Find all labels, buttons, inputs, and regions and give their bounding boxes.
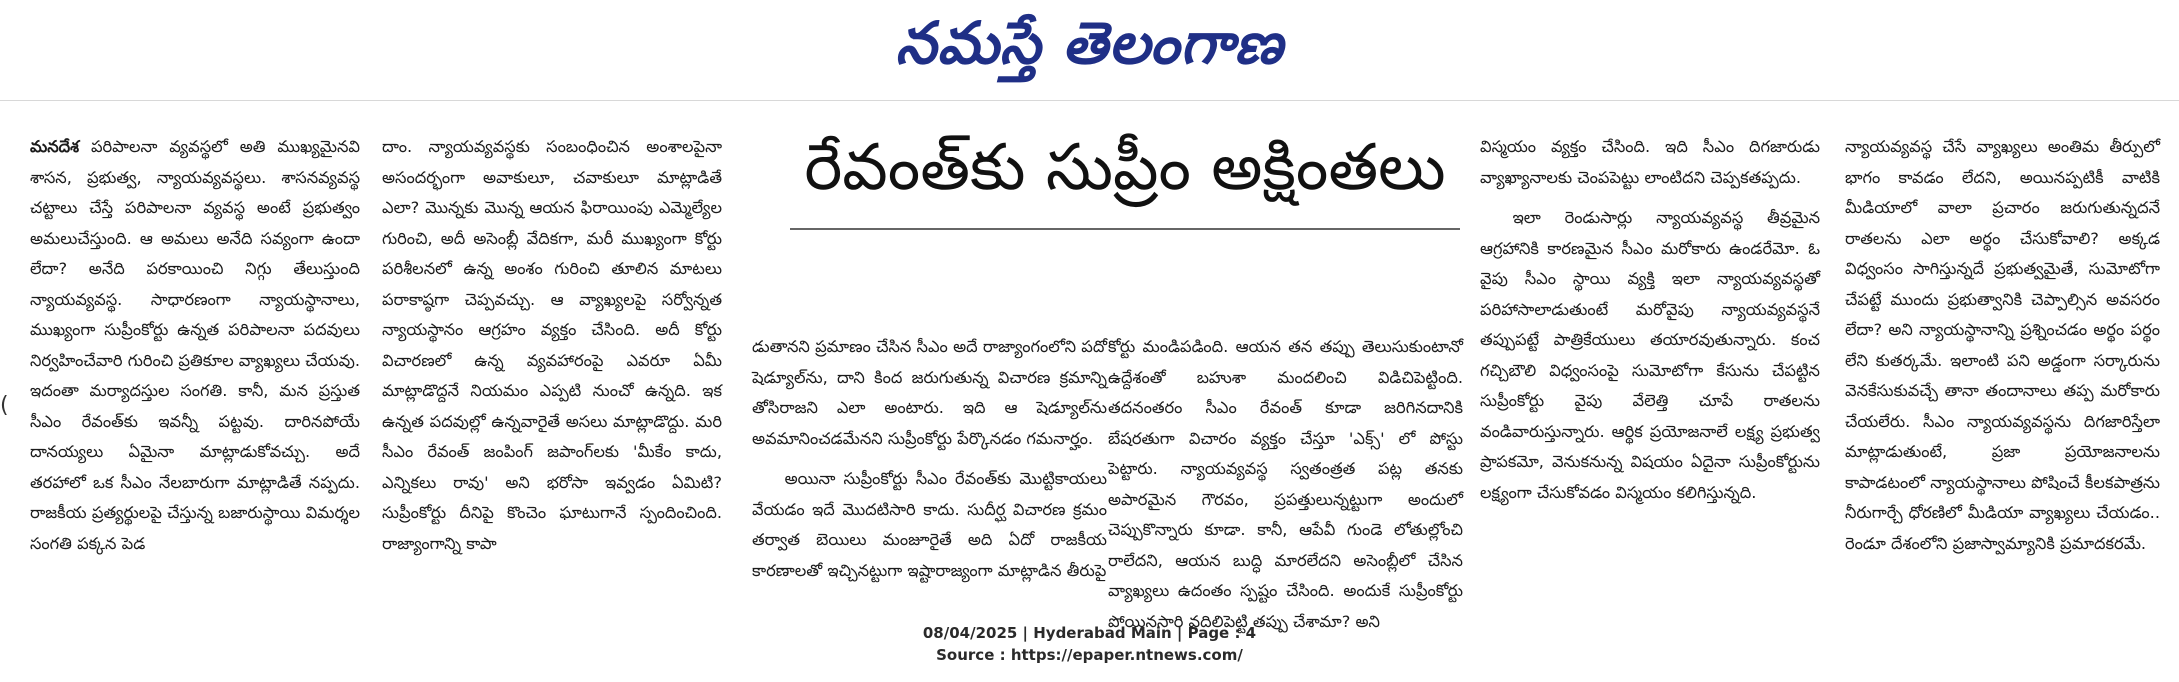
article-column-1 [30,132,360,569]
column-text: పరిపాలనా వ్యవస్థలో అతి ముఖ్యమైనవి శాసన, ప్రభుత్వ, న్యాయవ్యవస్థలు. శాసనవ్యవస్థ చట్టాలు చేస్తే పరిపాలనా వ్యవస్థ అంటే ప్రభుత్వం అమలుచేస్తుంది. ఆ అమలు అనేది సవ్యంగా ఉందా లేదా? అనేది పరకాయించి నిగ్గు తేలుస్తుంది న్యాయవ్యవస్థ. సాధారణంగా న్యాయస్థానాలు, ముఖ్యంగా సుప్రీంకోర్టు ఉన్నత పరిపాలనా పదవులు నిర్వహించేవారి గురించి ప్రతికూల వ్యాఖ్యలు చేయవు. ఇదంతా మర్యాదస్తుల సంగతి. కానీ, మన ప్రస్తుత సీఎం రేవంత్‌కు ఇవన్నీ పట్టవు. దారినపోయే దానయ్యలు ఏమైనా మాట్లాడుకోవచ్చు. అదే తరహాలో ఒక సీఎం నేలబారుగా మాట్లాడితే నప్పదు. రాజకీయ ప్రత్యర్థులపై చేస్తున్న బజారుస్థాయి విమర్శల సంగతి పక్కన పెడ [30,137,360,553]
source-link[interactable]: Source : https://epaper.ntnews.com/ [936,646,1243,664]
article-column-6 [1845,132,2160,569]
article-paragraph: అయినా సుప్రీంకోర్టు సీఎం రేవంత్‌కు మొట్టికాయలు వేయడం ఇదే మొదటిసారి కాదు. సుదీర్ఘ విచారణ క్రమం తర్వాత బెయిలు మంజూరైతే అది ఏదో రాజకీయ కారణాలతో ఇచ్చినట్టుగా ఇష్టారాజ్యంగా మాట్లాడిన తీరుపై [752,469,1107,580]
article-paragraph: ఇలా రెండుసార్లు న్యాయవ్యవస్థ తీవ్రమైన ఆగ్రహానికి కారణమైన సీఎం మరోకారు ఉండరేమో. ఓ వైపు సీఎం స్థాయి వ్యక్తి ఇలా న్యాయవ్యవస్థతో పరిహాసాలాడుతుంటే మరోవైపు న్యాయవ్యవస్థనే తప్పుపట్టే పాత్రికేయులు తయారవుతున్నారు. కంచ గచ్చిబౌలి విధ్వంసంపై సుమోటోగా కేసును చేపట్టిన సుప్రీంకోర్టు వైపు వేలెత్తి చూపే రాతలను వండివారుస్తున్నారు. ఆర్థిక ప్రయోజనాలే లక్ష్య ప్రభుత్వ ప్రాపకమో, వెనుకనున్న విషయం ఏదైనా సుప్రీంకోర్టును లక్ష్యంగా చేసుకోవడం విస్మయం కలిగిస్తున్నది. [1480,208,1820,502]
page-edge-mark: ( [0,393,9,418]
article-column-5 [1480,132,1820,518]
article-column-2 [382,132,722,569]
article-paragraph: కోర్టు మండిపడింది. ఆయన తన తప్పు తెలుసుకుంటానో ఉద్దేశంతో బహుశా మందలించి విడిచిపెట్టింది. తదనంతరం సీఎం రేవంత్ కూడా జరిగినదానికి బేషరతుగా విచారం వ్యక్తం చేస్తూ 'ఎక్స్' లో పోస్టు పెట్టారు. న్యాయవ్యవస్థ స్వతంత్రత పట్ల తనకు అపారమైన గౌరవం, ప్రపత్తులున్నట్టుగా అందులో చెప్పుకొన్నారు కూడా. కానీ, ఆపేవీ గుండె లోతుల్లోంచి రాలేదని, ఆయన బుద్ధి మారలేదని అసెంబ్లీలో చేసిన వ్యాఖ్యలు ఉదంతం స్పష్టం చేసింది. అందుకే సుప్రీంకోర్టు పోయినసారి వదిలిపెట్టి తప్పు చేశామా? అని [1108,337,1463,631]
article-paragraph: దాం. న్యాయవ్యవస్థకు సంబంధించిన అంశాలపైనా అసందర్భంగా అవాకులూ, చవాకులూ మాట్లాడితే ఎలా? మొన్నకు మొన్న ఆయన ఫిరాయింపు ఎమ్మెల్యేల గురించి, అదీ అసెంబ్లీ వేదికగా, మరీ ముఖ్యంగా కోర్టు పరిశీలనలో ఉన్న అంశం గురించి తూలిన మాటలు పరాకాష్ఠగా చెప్పవచ్చు. ఆ వ్యాఖ్యలపై సర్వోన్నత న్యాయస్థానం ఆగ్రహం వ్యక్తం చేసింది. అదీ కోర్టు విచారణలో ఉన్న వ్యవహారంపై ఎవరూ ఏమీ మాట్లాడొద్దనే నియమం ఎప్పటి నుంచో ఉన్నది. ఇక ఉన్నత పదవుల్లో ఉన్నవారైతే అసలు మాట్లాడొద్దు. మరి సీఎం రేవంత్ జంపింగ్ జపాంగ్‌లకు 'మీకేం కాదు, ఎన్నికలు రావు' అని భరోసా ఇవ్వడం ఏమిటి? సుప్రీంకోర్టు దీనిపై కొంచెం ఘాటుగానే స్పందించింది. రాజ్యాంగాన్ని కాపా [382,137,722,553]
lead-word: మనదేశ [30,137,80,156]
masthead [0,0,2179,101]
article-paragraph: డుతానని ప్రమాణం చేసిన సీఎం అదే రాజ్యాంగంలోని పదో షెడ్యూల్‌ను, దాని కింద జరుగుతున్న విచారణ క్రమాన్ని తోసిరాజని ఎలా అంటారు. ఇది ఆ షెడ్యూల్‌ను అవమానించడమేనని సుప్రీంకోర్టు పేర్కొనడం గమనార్హం. [752,337,1107,448]
article-headline: రేవంత్‌కు సుప్రీం అక్షింతలు [804,131,1446,205]
article-paragraph: విస్మయం వ్యక్తం చేసింది. ఇది సీఎం దిగజారుడు వ్యాఖ్యానాలకు చెంపపెట్టు లాంటిదని చెప్పకతప్పదు. [1480,137,1820,187]
article-column-3 [752,332,1107,596]
newspaper-logo: నమస్తే తెలంగాణ [895,8,1284,77]
headline-divider [790,228,1460,230]
page-footer [0,622,2179,666]
article-paragraph [30,132,360,559]
article-column-4 [1108,332,1463,647]
article-paragraph: న్యాయవ్యవస్థ చేసే వ్యాఖ్యలు అంతిమ తీర్పులో భాగం కావడం లేదని, అయినప్పటికీ వాటికి మీడియాలో వాలా ప్రచారం జరుగుతున్నదనే రాతలను ఎలా అర్థం చేసుకోవాలి? అక్కడ విధ్వంసం సాగిస్తున్నదే ప్రభుత్వమైతే, సుమోటోగా చేపట్టే ముందు ప్రభుత్వానికి చెప్పాల్సిన అవసరం లేదా? అని న్యాయస్థానాన్ని ప్రశ్నించడం అర్థం పర్థం లేని కుతర్కమే. ఇలాంటి పని అడ్డంగా సర్కారును వెనకేసుకువచ్చే తానా తందానాలు తప్ప మరోకారు చేయలేరు. సీఎం న్యాయవ్యవస్థను దిగజారిస్తేలా మాట్లాడుతుంటే, ప్రజా ప్రయోజనాలను కాపాడటంలో న్యాయస్థానాలు పోషించే కీలకపాత్రను నీరుగార్చే ధోరణిలో మీడియా వ్యాఖ్యలు చేయడం.. రెండూ దేశంలోని ప్రజాస్వామ్యానికి ప్రమాదకరమే. [1845,137,2160,553]
edition-info: 08/04/2025 | Hyderabad Main | Page : 4 [922,624,1257,642]
